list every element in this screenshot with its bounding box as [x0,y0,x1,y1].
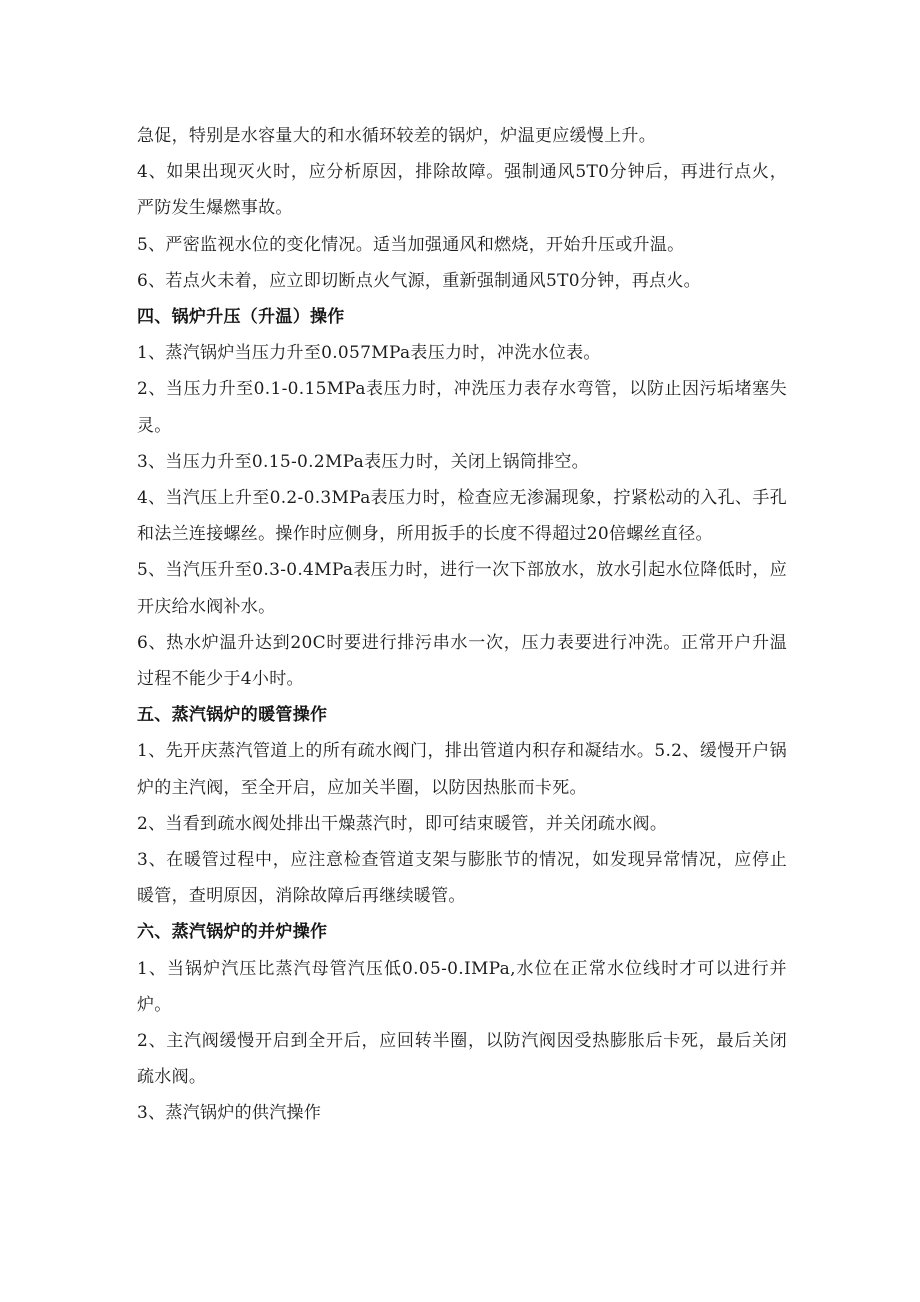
paragraph: 2、当压力升至0.1-0.15MPa表压力时，冲洗压力表存水弯管，以防止因污垢堵塞失灵。 [137,379,787,436]
section-heading: 四、锅炉升压（升温）操作 [137,307,345,328]
document-body [137,118,787,1132]
paragraph: 1、蒸汽锅炉当压力升至0.057MPa表压力时，冲洗水位表。 [137,343,601,364]
paragraph: 3、当压力升至0.15-0.2MPa表压力时，关闭上锅筒排空。 [137,451,589,472]
paragraph: 急促，特别是水容量大的和水循环较差的锅炉，炉温更应缓慢上升。 [137,126,656,146]
paragraph: 2、当看到疏水阀处排出干燥蒸汽时，即可结束暖管，并关闭疏水阀。 [137,813,668,834]
paragraph: 4、如果出现灭火时，应分析原因，排除故障。强制通风5T0分钟后，再进行点火，严防发生爆燃事故。 [137,162,787,219]
paragraph: 5、严密监视水位的变化情况。适当加强通风和燃烧，开始升压或升温。 [137,234,685,255]
paragraph: 6、热水炉温升达到20C时要进行排污串水一次，压力表要进行冲洗。正常开户升温过程不能少于4小时。 [137,632,787,690]
paragraph: 3、蒸汽锅炉的供汽操作 [137,1103,322,1124]
paragraph: 1、当锅炉汽压比蒸汽母管汽压低0.05-0.IMPa,水位在正常水位线时才可以进行并炉。 [137,958,787,1015]
paragraph: 5、当汽压升至0.3-0.4MPa表压力时，进行一次下部放水，放水引起水位降低时，应开庆给水阀补水。 [137,560,787,617]
paragraph: 1、先开庆蒸汽管道上的所有疏水阀门，排出管道内积存和凝结水。5.2、缓慢开户锅炉的主汽阀，至全开启，应加关半圈，以防因热胀而卡死。 [137,741,787,798]
section-heading: 五、蒸汽锅炉的暖管操作 [137,705,328,726]
section-heading: 六、蒸汽锅炉的并炉操作 [137,922,328,943]
paragraph: 2、主汽阀缓慢开启到全开后，应回转半圈，以防汽阀因受热膨胀后卡死，最后关闭疏水阀。 [137,1031,787,1088]
paragraph: 3、在暖管过程中，应注意检查管道支架与膨胀节的情况，如发现异常情况，应停止暖管，查明原因，消除故障后再继续暖管。 [137,850,787,907]
paragraph: 6、若点火未着，应立即切断点火气源，重新强制通风5T0分钟，再点火。 [137,270,701,291]
paragraph: 4、当汽压上升至0.2-0.3MPa表压力时，检查应无渗漏现象，拧紧松动的入孔、手孔和法兰连接螺丝。操作时应侧身，所用扳手的长度不得超过20倍螺丝直径。 [137,488,787,545]
